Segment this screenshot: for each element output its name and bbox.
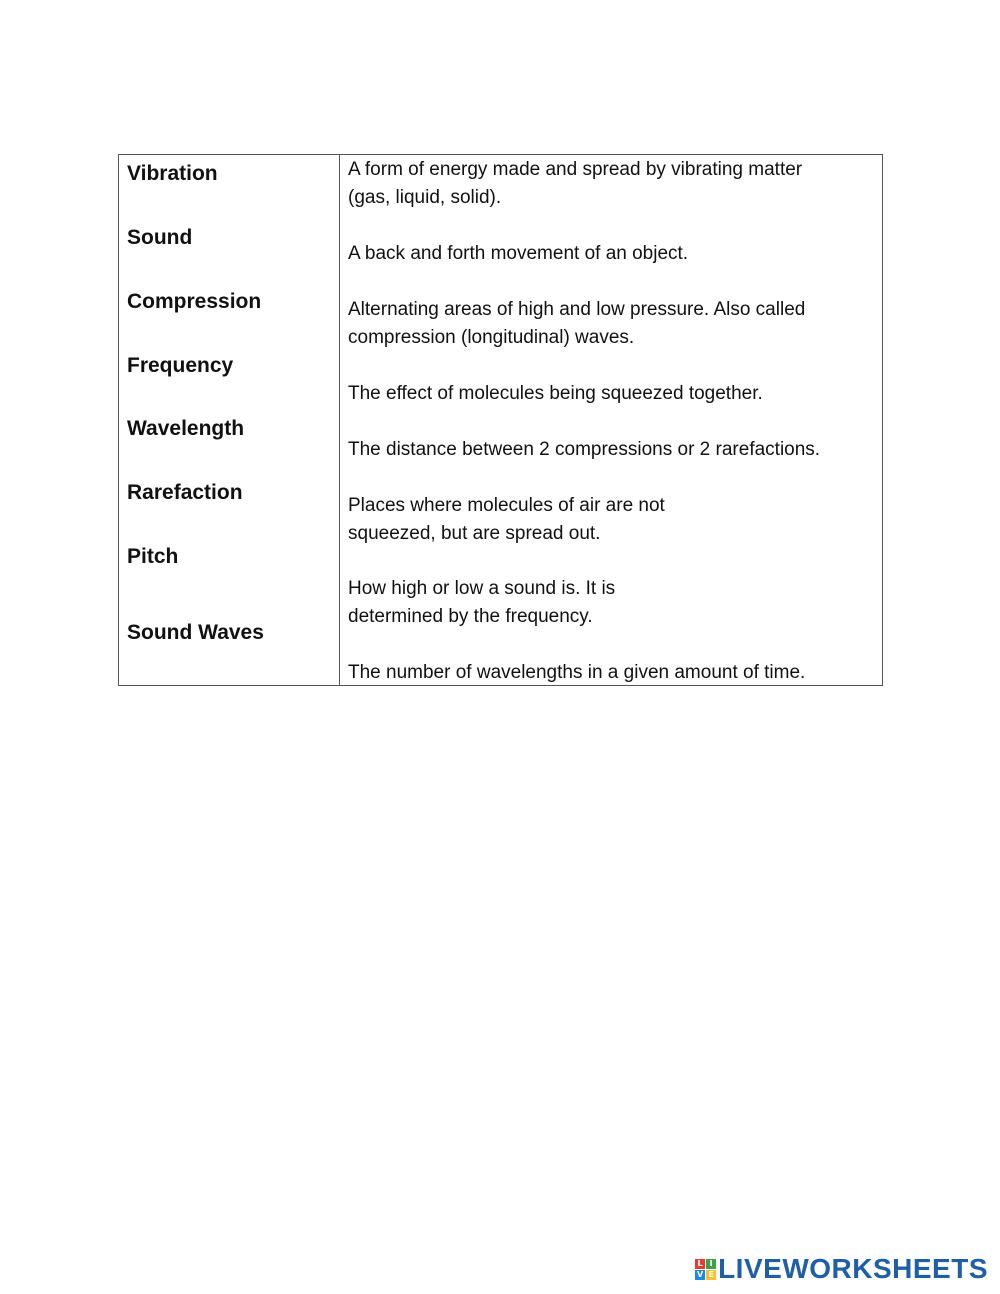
definitions-column	[340, 155, 882, 685]
definition-line: The effect of molecules being squeezed together.	[348, 383, 763, 404]
term-wavelength[interactable]: Wavelength	[127, 417, 245, 440]
liveworksheets-brand	[695, 1254, 988, 1284]
brand-wordmark: LIVEWORKSHEETS	[718, 1253, 988, 1284]
definition-line: squeezed, but are spread out.	[348, 523, 601, 544]
terms-column	[119, 155, 340, 685]
logo-letter-e: E	[706, 1270, 716, 1280]
logo-letter-i: I	[706, 1259, 716, 1269]
term-sound[interactable]: Sound	[127, 226, 193, 249]
logo-letter-l: L	[695, 1259, 705, 1269]
definition-line: compression (longitudinal) waves.	[348, 327, 635, 348]
definition-3[interactable]	[348, 296, 874, 352]
term-frequency[interactable]: Frequency	[127, 354, 234, 377]
definition-line: determined by the frequency.	[348, 606, 593, 627]
vocabulary-table	[118, 154, 883, 686]
definition-5[interactable]	[348, 436, 874, 464]
term-compression[interactable]: Compression	[127, 290, 262, 313]
definition-line: A back and forth movement of an object.	[348, 243, 689, 264]
definition-line: A form of energy made and spread by vibrating matter	[348, 159, 803, 180]
definition-8[interactable]	[348, 659, 874, 687]
definition-6[interactable]	[348, 492, 874, 548]
definition-line: The distance between 2 compressions or 2 rarefactions.	[348, 439, 821, 460]
definition-line: How high or low a sound is. It is	[348, 578, 616, 599]
term-pitch[interactable]: Pitch	[127, 545, 179, 568]
definition-line: Places where molecules of air are not	[348, 495, 665, 516]
term-sound-waves[interactable]: Sound Waves	[127, 621, 264, 644]
logo-letter-v: V	[696, 1269, 704, 1279]
term-vibration[interactable]: Vibration	[127, 162, 218, 185]
definition-7[interactable]	[348, 575, 874, 631]
definition-1[interactable]	[348, 156, 874, 212]
definition-line: (gas, liquid, solid).	[348, 187, 502, 208]
definition-line: Alternating areas of high and low pressure. Also called	[348, 299, 806, 320]
liveworksheets-logo-icon	[695, 1259, 716, 1280]
term-rarefaction[interactable]: Rarefaction	[127, 481, 243, 504]
definition-2[interactable]	[348, 240, 874, 268]
definition-4[interactable]	[348, 380, 874, 408]
definition-line: The number of wavelengths in a given amount of time.	[348, 662, 806, 683]
